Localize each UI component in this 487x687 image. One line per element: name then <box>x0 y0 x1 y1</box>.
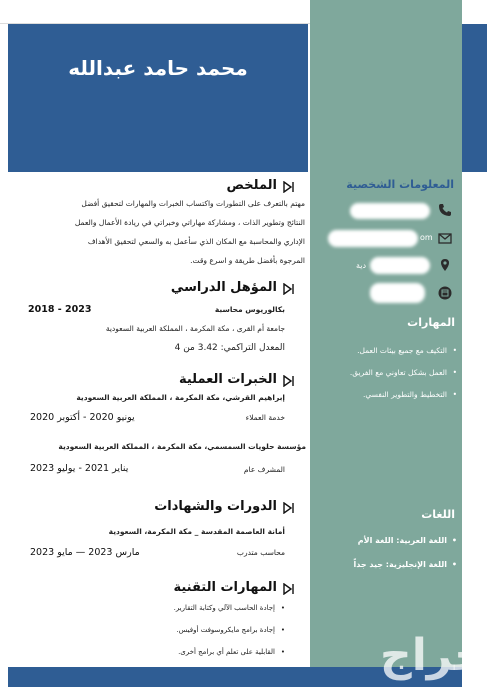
section-arrow-icon <box>282 583 294 595</box>
contact-phone-row <box>320 200 460 222</box>
experience-title: الخبرات العملية <box>178 372 277 387</box>
skill-item: • التخطيط والتطوير النفسي. <box>363 390 447 399</box>
tech-item: • القابلية على تعلم أي برامج أخرى. <box>178 648 275 656</box>
email-fragment: om <box>420 233 433 242</box>
top-strip <box>0 0 310 24</box>
course-period: مارس 2023 — مايو 2023 <box>30 547 140 558</box>
summary-line: النتائج وتطوير الذات ، ومشاركة مهاراتي وخبراتي في ريادة الأعمال والعمل <box>74 218 305 227</box>
candidate-name: محمد حامد عبدالله <box>68 56 248 80</box>
redacted-email <box>328 230 418 247</box>
education-years: 2018 - 2023 <box>28 304 92 315</box>
language-item: • اللغة الإنجليزية: جيد جداً <box>353 560 447 569</box>
phone-icon <box>438 203 452 217</box>
skill-item: • العمل بشكل تعاوني مع الفريق. <box>350 368 447 377</box>
tech-item: • إجادة الحاسب الآلي وكتابة التقارير. <box>174 604 275 612</box>
experience-company: مؤسسة حلويات السمسمي، مكة المكرمة ، المملكة العربية السعودية <box>58 442 306 451</box>
summary-line: الإداري والمحاسبة مع المكان الذي سأعمل به والسعي لتحقيق الأهداف <box>87 237 305 246</box>
contact-title: المعلومات الشخصية <box>346 178 454 191</box>
summary-line: المرجوة بأفضل طريقة و اسرع وقت. <box>190 256 305 265</box>
header-band-right <box>462 24 487 172</box>
section-arrow-icon <box>282 375 294 387</box>
redacted-phone <box>350 203 430 219</box>
redacted-birthdate <box>370 283 425 303</box>
header-band <box>8 24 308 172</box>
section-arrow-icon <box>282 502 294 514</box>
gpa: المعدل التراكمي: 3.42 من 4 <box>174 343 285 353</box>
summary-line: مهتم بالتعرف على التطورات واكتساب الخبرات والمهارات لتحقيق أفضل <box>81 199 305 208</box>
university: جامعة أم القرى ، مكة المكرمة ، المملكة العربية السعودية <box>105 324 285 333</box>
section-arrow-icon <box>282 283 294 295</box>
email-icon <box>438 231 452 245</box>
watermark: حراج <box>380 630 486 681</box>
calendar-icon <box>438 286 452 300</box>
skill-item: • التكيف مع جميع بيئات العمل. <box>357 346 447 355</box>
degree: بكالوريوس محاسبة <box>214 305 285 314</box>
address-fragment: دية <box>356 261 367 270</box>
contact-birth-row <box>320 283 460 305</box>
tech-item: • إجادة برامج مايكروسوفت أوفيس. <box>177 626 275 634</box>
skills-title: المهارات <box>407 316 455 329</box>
section-arrow-icon <box>282 181 294 193</box>
course-org: أمانة العاصمة المقدسة _ مكة المكرمة، السعودية <box>108 527 285 536</box>
language-item: • اللغة العربية: اللغة الأم <box>358 536 447 545</box>
experience-role: المشرف عام <box>243 465 285 474</box>
location-pin-icon <box>438 258 452 272</box>
experience-period: يونيو 2020 - أكتوبر 2020 <box>30 412 135 423</box>
contact-address-row <box>320 255 460 277</box>
redacted-address <box>370 257 430 274</box>
experience-company: إبراهيم القرشي، مكة المكرمة ، المملكة العربية السعودية <box>76 393 285 402</box>
courses-title: الدورات والشهادات <box>154 499 277 514</box>
experience-period: يناير 2021 - يوليو 2023 <box>30 463 129 474</box>
tech-title: المهارات التقنية <box>173 580 277 595</box>
sidebar <box>310 0 462 687</box>
summary-title: الملخص <box>226 178 277 193</box>
course-role: محاسب متدرب <box>236 548 285 557</box>
education-title: المؤهل الدراسي <box>170 280 277 295</box>
contact-email-row <box>320 228 460 250</box>
languages-title: اللغات <box>421 508 455 521</box>
experience-role: خدمة العملاء <box>245 413 285 422</box>
